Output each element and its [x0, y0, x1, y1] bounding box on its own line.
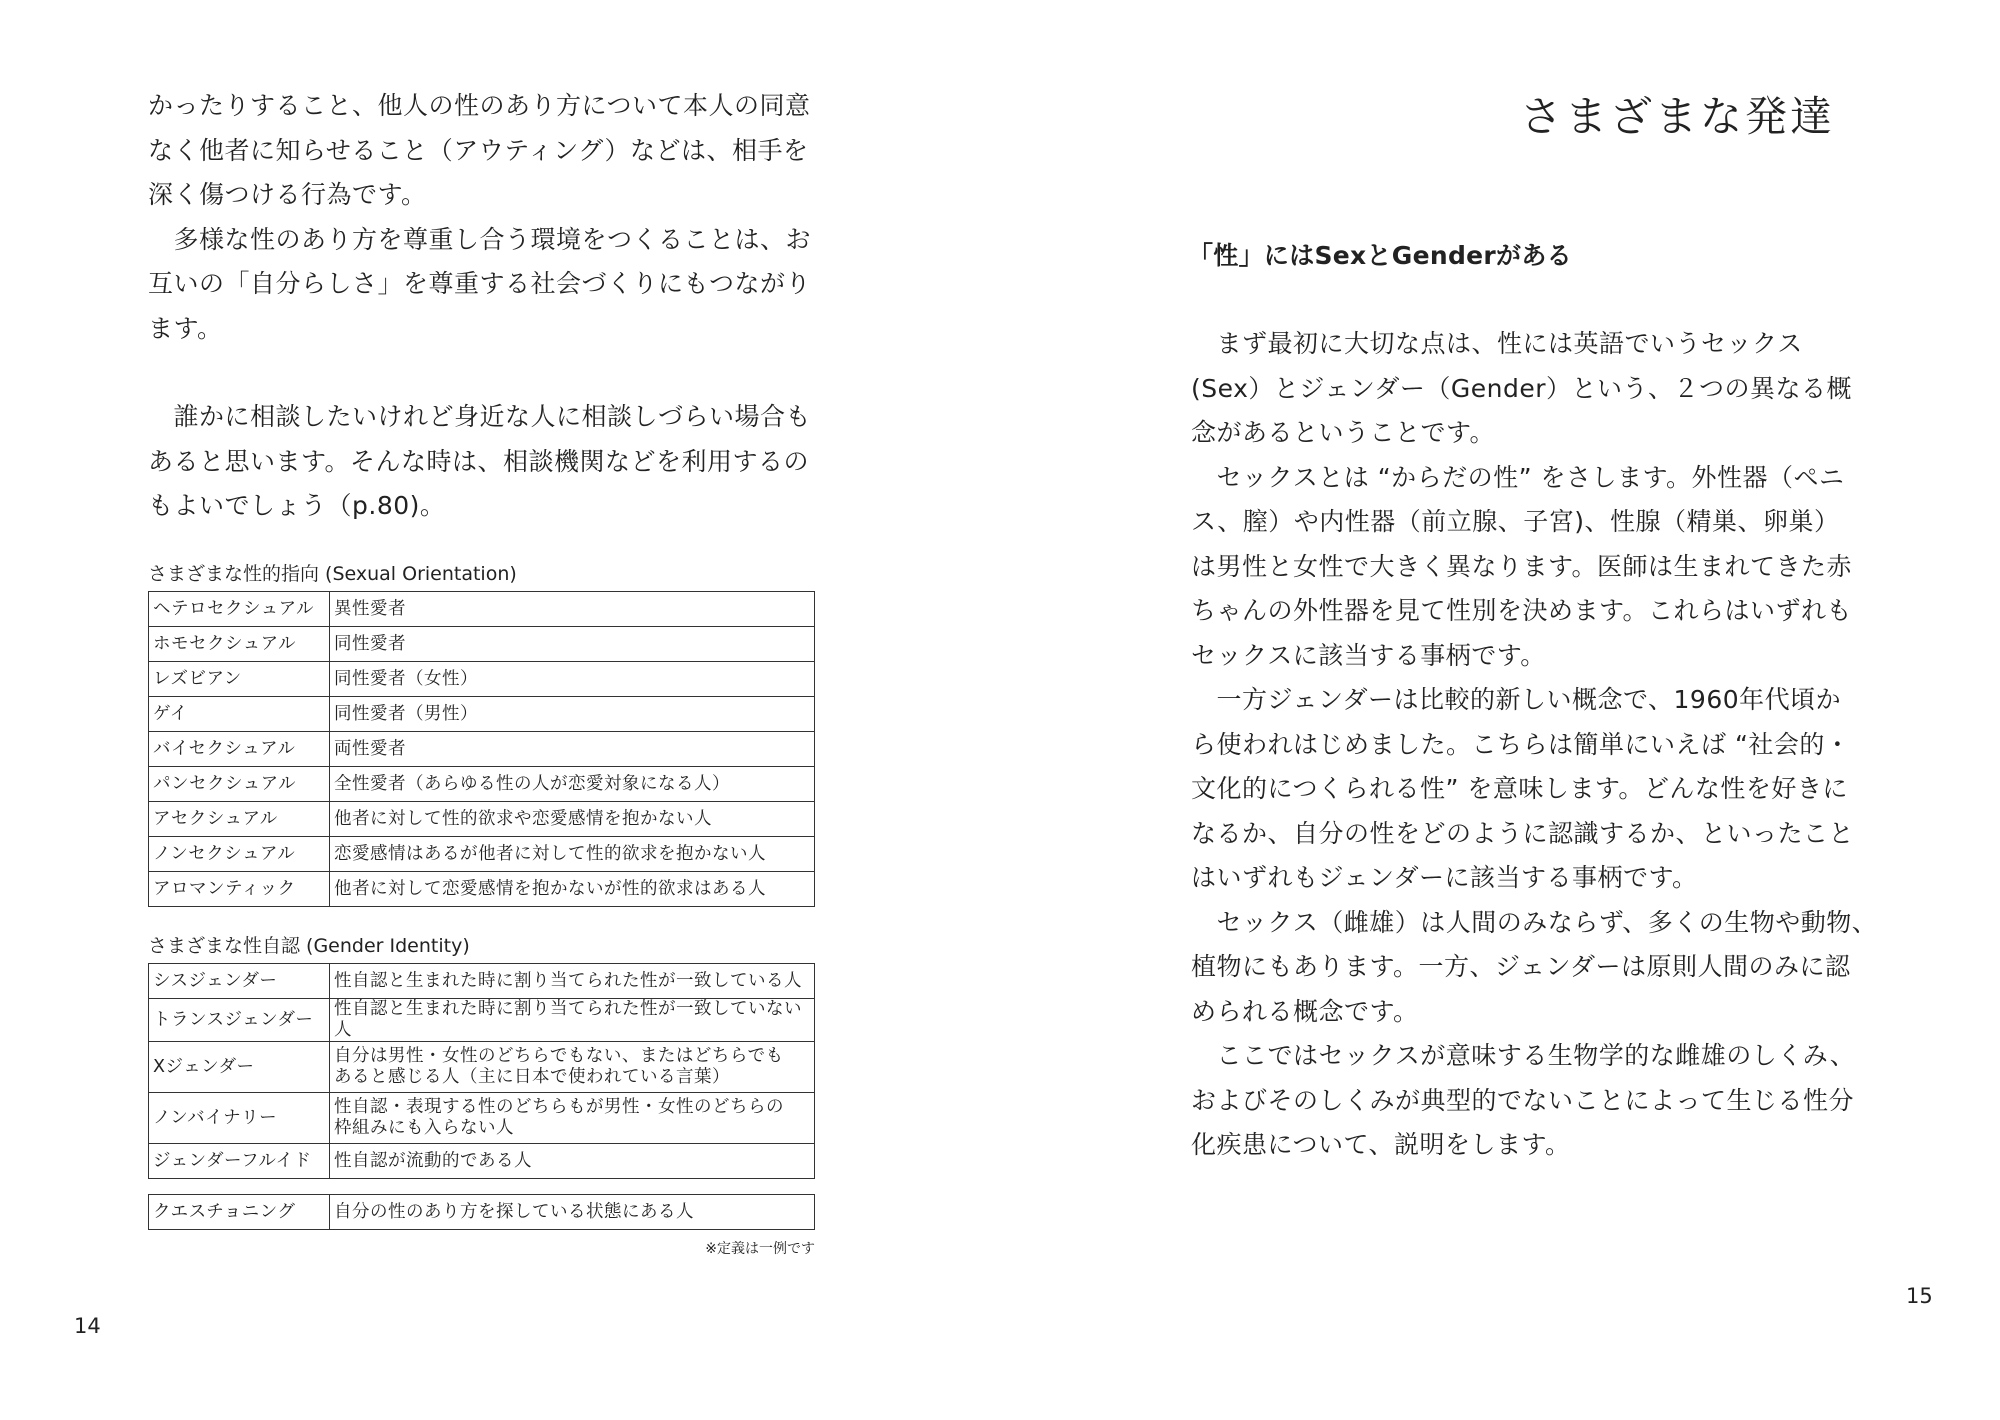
- text-line: 一方ジェンダーは比較的新しい概念で、1960年代頃か: [1191, 685, 1842, 714]
- table-row: [149, 837, 815, 872]
- questioning-table: [148, 1194, 815, 1230]
- term-cell: シスジェンダー: [149, 964, 330, 999]
- table-row: [149, 1093, 815, 1144]
- term-cell: ジェンダーフルイド: [149, 1144, 330, 1179]
- definition-line: 性自認・表現する性のどちらもが男性・女性のどちらの: [334, 1097, 784, 1117]
- term-cell: ノンセクシュアル: [149, 837, 330, 872]
- table-row: [149, 999, 815, 1042]
- table-row: [149, 872, 815, 907]
- term-cell: ノンバイナリー: [149, 1093, 330, 1144]
- definition-cell: 同性愛者（男性）: [330, 697, 815, 732]
- term-cell: バイセクシュアル: [149, 732, 330, 767]
- text-line: 深く傷つける行為です。: [148, 180, 427, 209]
- page-number-left: 14: [74, 1314, 101, 1338]
- table-row: [149, 1195, 815, 1230]
- term-cell: トランスジェンダー: [149, 999, 330, 1042]
- text-line: およびそのしくみが典型的でないことによって生じる性分: [1191, 1085, 1855, 1115]
- table-row: [149, 732, 815, 767]
- text-line: 多様な性のあり方を尊重し合う環境をつくることは、お: [148, 224, 812, 254]
- sexual-orientation-table-block: [148, 562, 815, 907]
- text-line: 念があるということです。: [1191, 418, 1496, 447]
- text-line: 化疾患について、説明をします。: [1191, 1130, 1571, 1159]
- text-line: なるか、自分の性をどのように認識するか、といったこと: [1191, 818, 1855, 848]
- table-row: [149, 767, 815, 802]
- text-line: なく他者に知らせること（アウティング）などは、相手を: [148, 135, 809, 165]
- definition-cell: 全性愛者（あらゆる性の人が恋愛対象になる人）: [330, 767, 815, 802]
- table-row: [149, 964, 815, 999]
- text-line: 植物にもあります。一方、ジェンダーは原則人間のみに認: [1191, 952, 1851, 981]
- definition-cell: 性自認と生まれた時に割り当てられた性が一致していない人: [330, 999, 815, 1042]
- gender-identity-table: [148, 963, 815, 1179]
- text-line: は男性と女性で大きく異なります。医師は生まれてきた赤: [1191, 551, 1853, 581]
- table-row: [149, 627, 815, 662]
- table-row: [149, 697, 815, 732]
- right-page: [1000, 0, 2000, 1420]
- gender-identity-table-block: [148, 934, 815, 1179]
- term-cell: アロマンティック: [149, 872, 330, 907]
- term-cell: アセクシュアル: [149, 802, 330, 837]
- page-number-right: 15: [1906, 1284, 1933, 1308]
- definition-cell: 同性愛者: [330, 627, 815, 662]
- definition-cell: [330, 1042, 815, 1093]
- text-line: ここではセックスが意味する生物学的な雌雄のしくみ、: [1191, 1041, 1856, 1070]
- definition-cell: 他者に対して性的欲求や恋愛感情を抱かない人: [330, 802, 815, 837]
- definition-cell: 性自認と生まれた時に割り当てられた性が一致している人: [330, 964, 815, 999]
- definition-cell: 性自認が流動的である人: [330, 1144, 815, 1179]
- text-line: 誰かに相談したいけれど身近な人に相談しづらい場合も: [148, 402, 812, 431]
- term-cell: ヘテロセクシュアル: [149, 592, 330, 627]
- text-line: かったりすること、他人の性のあり方について本人の同意: [148, 91, 811, 120]
- right-body-text: [1191, 322, 1881, 1168]
- paragraph-outing: [148, 84, 818, 218]
- left-body-text: [148, 84, 818, 529]
- definition-note: ※定義は一例です: [705, 1241, 815, 1257]
- term-cell: ホモセクシュアル: [149, 627, 330, 662]
- definition-line: 自分は男性・女性のどちらでもない、またはどちらでも: [334, 1046, 784, 1066]
- paragraph-respect: [148, 218, 818, 352]
- definition-cell: 同性愛者（女性）: [330, 662, 815, 697]
- text-line: ちゃんの外性器を見て性別を決めます。これらはいずれも: [1191, 596, 1853, 625]
- text-line: セックスに該当する事柄です。: [1191, 640, 1546, 670]
- table-row: [149, 662, 815, 697]
- term-cell: ゲイ: [149, 697, 330, 732]
- term-cell: Xジェンダー: [149, 1042, 330, 1093]
- table-row: [149, 1144, 815, 1179]
- definition-line: 枠組みにも入らない人: [334, 1118, 514, 1138]
- text-line: セックスとは “からだの性” をさします。外性器（ペニ: [1191, 462, 1845, 492]
- text-line: ます。: [148, 313, 223, 343]
- sexual-orientation-table-title: さまざまな性的指向 (Sexual Orientation): [148, 563, 517, 585]
- table-row: [149, 1042, 815, 1093]
- paragraph-consultation: [148, 395, 818, 529]
- term-cell: レズビアン: [149, 662, 330, 697]
- text-line: あると思います。そんな時は、相談機関などを利用するの: [148, 446, 810, 476]
- text-line: もよいでしょう（p.80)。: [148, 491, 446, 520]
- definition-cell: 自分の性のあり方を探している状態にある人: [330, 1195, 815, 1230]
- text-line: セックス（雌雄）は人間のみならず、多くの生物や動物、: [1191, 907, 1878, 937]
- text-line: 文化的につくられる性” を意味します。どんな性を好きに: [1191, 774, 1848, 803]
- text-line: 互いの「自分らしさ」を尊重する社会づくりにもつながり: [148, 269, 812, 298]
- definition-cell: 他者に対して恋愛感情を抱かないが性的欲求はある人: [330, 872, 815, 907]
- text-line: はいずれもジェンダーに該当する事柄です。: [1191, 863, 1698, 892]
- text-line: められる概念です。: [1191, 996, 1419, 1026]
- definition-cell: 両性愛者: [330, 732, 815, 767]
- text-line: ス、膣）や内性器（前立腺、子宮)、性腺（精巣、卵巣）: [1191, 507, 1840, 536]
- definition-line: あると感じる人（主に日本で使われている言葉）: [334, 1067, 730, 1087]
- page-heading: さまざまな発達: [1520, 92, 1836, 141]
- term-cell: パンセクシュアル: [149, 767, 330, 802]
- sexual-orientation-table: [148, 591, 815, 907]
- text-line: (Sex）とジェンダー（Gender）という、２つの異なる概: [1191, 373, 1852, 403]
- gender-identity-table-title: さまざまな性自認 (Gender Identity): [148, 935, 470, 957]
- table-row: [149, 802, 815, 837]
- section-subheading: 「性」にはSexとGenderがある: [1188, 241, 1572, 270]
- text-line: ら使われはじめました。こちらは簡単にいえば “社会的・: [1191, 729, 1851, 759]
- text-line: まず最初に大切な点は、性には英語でいうセックス: [1191, 329, 1803, 358]
- definition-cell: 異性愛者: [330, 592, 815, 627]
- questioning-table-block: [148, 1194, 815, 1230]
- definition-cell: [330, 1093, 815, 1144]
- table-row: [149, 592, 815, 627]
- term-cell: クエスチョニング: [149, 1195, 330, 1230]
- definition-cell: 恋愛感情はあるが他者に対して性的欲求を抱かない人: [330, 837, 815, 872]
